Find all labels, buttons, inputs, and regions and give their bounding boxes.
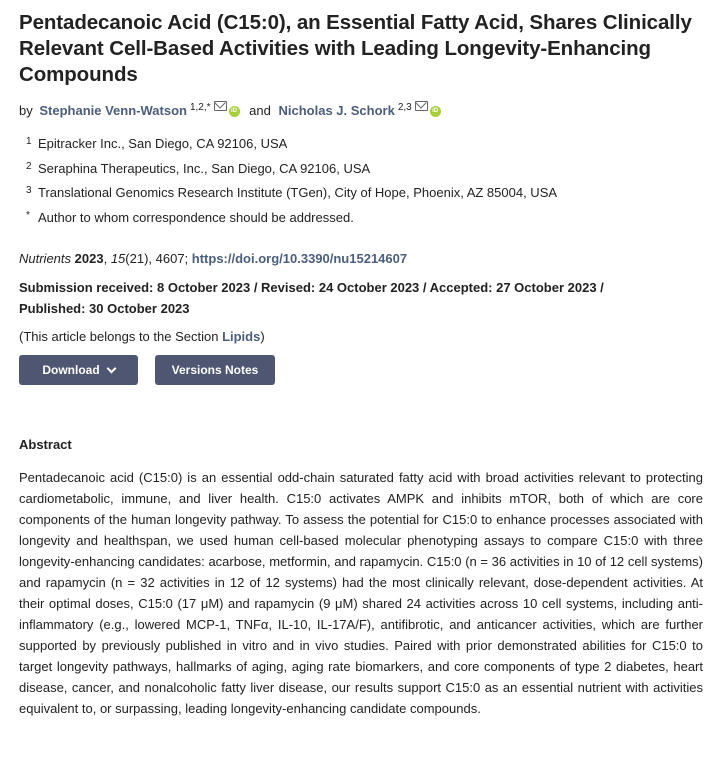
article-title: Pentadecanoic Acid (C15:0), an Essential Fatty Acid, Shares Clinically Relevant Cell-Based Activities with Leading Longevity-Enhancing Compounds (19, 11, 692, 86)
section-note-suffix: ) (260, 329, 265, 344)
and-label: and (249, 103, 271, 118)
affiliation-item (19, 135, 703, 160)
mail-icon[interactable] (214, 101, 227, 111)
citation-issue-page: (21), 4607; (125, 251, 189, 266)
affiliation-number: 2 (26, 160, 32, 172)
dates-line-2: Published: 30 October 2023 (19, 301, 190, 316)
section-link[interactable]: Lipids (222, 329, 261, 344)
versions-notes-button[interactable] (155, 355, 275, 385)
affiliation-number: * (26, 209, 30, 221)
abstract-heading: Abstract (19, 437, 72, 452)
citation-volume: 15 (110, 251, 126, 266)
orcid-icon[interactable]: iD (430, 106, 441, 117)
affiliation-text: Author to whom correspondence should be addressed. (38, 209, 354, 225)
journal-name: Nutrients (19, 251, 72, 266)
citation-year: 2023 (74, 251, 104, 266)
orcid-icon[interactable]: iD (229, 106, 240, 117)
publication-dates (19, 277, 703, 319)
affiliation-number: 1 (26, 136, 32, 147)
versions-notes-label: Versions Notes (171, 363, 259, 377)
author-link-1[interactable]: Stephanie Venn-Watson (39, 103, 187, 118)
doi-link[interactable]: https://doi.org/10.3390/nu15214607 (191, 251, 408, 266)
affiliation-number: 3 (26, 185, 32, 196)
dates-line-1: Submission received: 8 October 2023 / Revised: 24 October 2023 / Accepted: 27 October 2023 / (19, 280, 604, 295)
download-button[interactable] (19, 355, 138, 385)
affiliation-text: Translational Genomics Research Institute (TGen), City of Hope, Phoenix, AZ 85004, USA (38, 185, 558, 200)
affiliation-item (19, 160, 703, 185)
affiliation-item (19, 184, 703, 209)
citation-line: Nutrients 2023, 15(21), 4607; https://doi.org/10.3390/nu15214607 (19, 251, 408, 266)
affiliation-text: Seraphina Therapeutics, Inc., San Diego, CA 92106, USA (38, 160, 371, 176)
section-note-prefix: (This article belongs to the Section (19, 329, 223, 344)
chevron-down-icon (106, 363, 116, 373)
affiliation-item (19, 209, 703, 234)
author-line (19, 99, 703, 120)
by-label: by (19, 103, 33, 118)
author-link-2[interactable]: Nicholas J. Schork (278, 103, 395, 118)
action-buttons (19, 355, 703, 385)
download-button-label: Download (42, 363, 100, 377)
affiliation-text: Epitracker Inc., San Diego, CA 92106, USA (38, 136, 288, 151)
section-note (19, 328, 703, 346)
author-1-affil-sup: 1,2,* (189, 102, 211, 113)
affiliations-list (19, 135, 703, 233)
mail-icon[interactable] (415, 101, 428, 111)
author-2-affil-sup: 2,3 (397, 102, 412, 113)
abstract-text: Pentadecanoic acid (C15:0) is an essential odd-chain saturated fatty acid with broad activities relevant to protecting cardiometabolic, immune, and liver health. C15:0 activates AMPK and inhibits mTOR, both of which are core components of the human longevity pathway. To assess the potential for C15:0 to enhance processes associated with longevity and healthspan, we used human cell-based molecular phenotyping assays to compare C15:0 with three longevity-enhancing candidates: acarbose, metformin, and rapamycin. C15:0 (n = 36 activities in 10 of 12 cell systems) and rapamycin (n = 32 activities in 12 of 12 systems) had the most clinically relevant, dose-dependent activities. At their optimal doses, C15:0 (17 μM) and rapamycin (9 μM) shared 24 activities across 10 cell systems, including anti-inflammatory (e.g., lowered MCP-1, TNFα, IL-10, IL-17A/F), antifibrotic, and anticancer activities, which are further supported by previously published in vitro and in vivo studies. Paired with prior demonstrated abilities for C15:0 to target longevity pathways, hallmarks of aging, aging rate biomarkers, and core components of type 2 diabetes, heart disease, cancer, and nonalcoholic fatty liver disease, our results support C15:0 as an essential nutrient with activities equivalent to, or surpassing, leading longevity-enhancing candidate compounds. (19, 470, 703, 716)
